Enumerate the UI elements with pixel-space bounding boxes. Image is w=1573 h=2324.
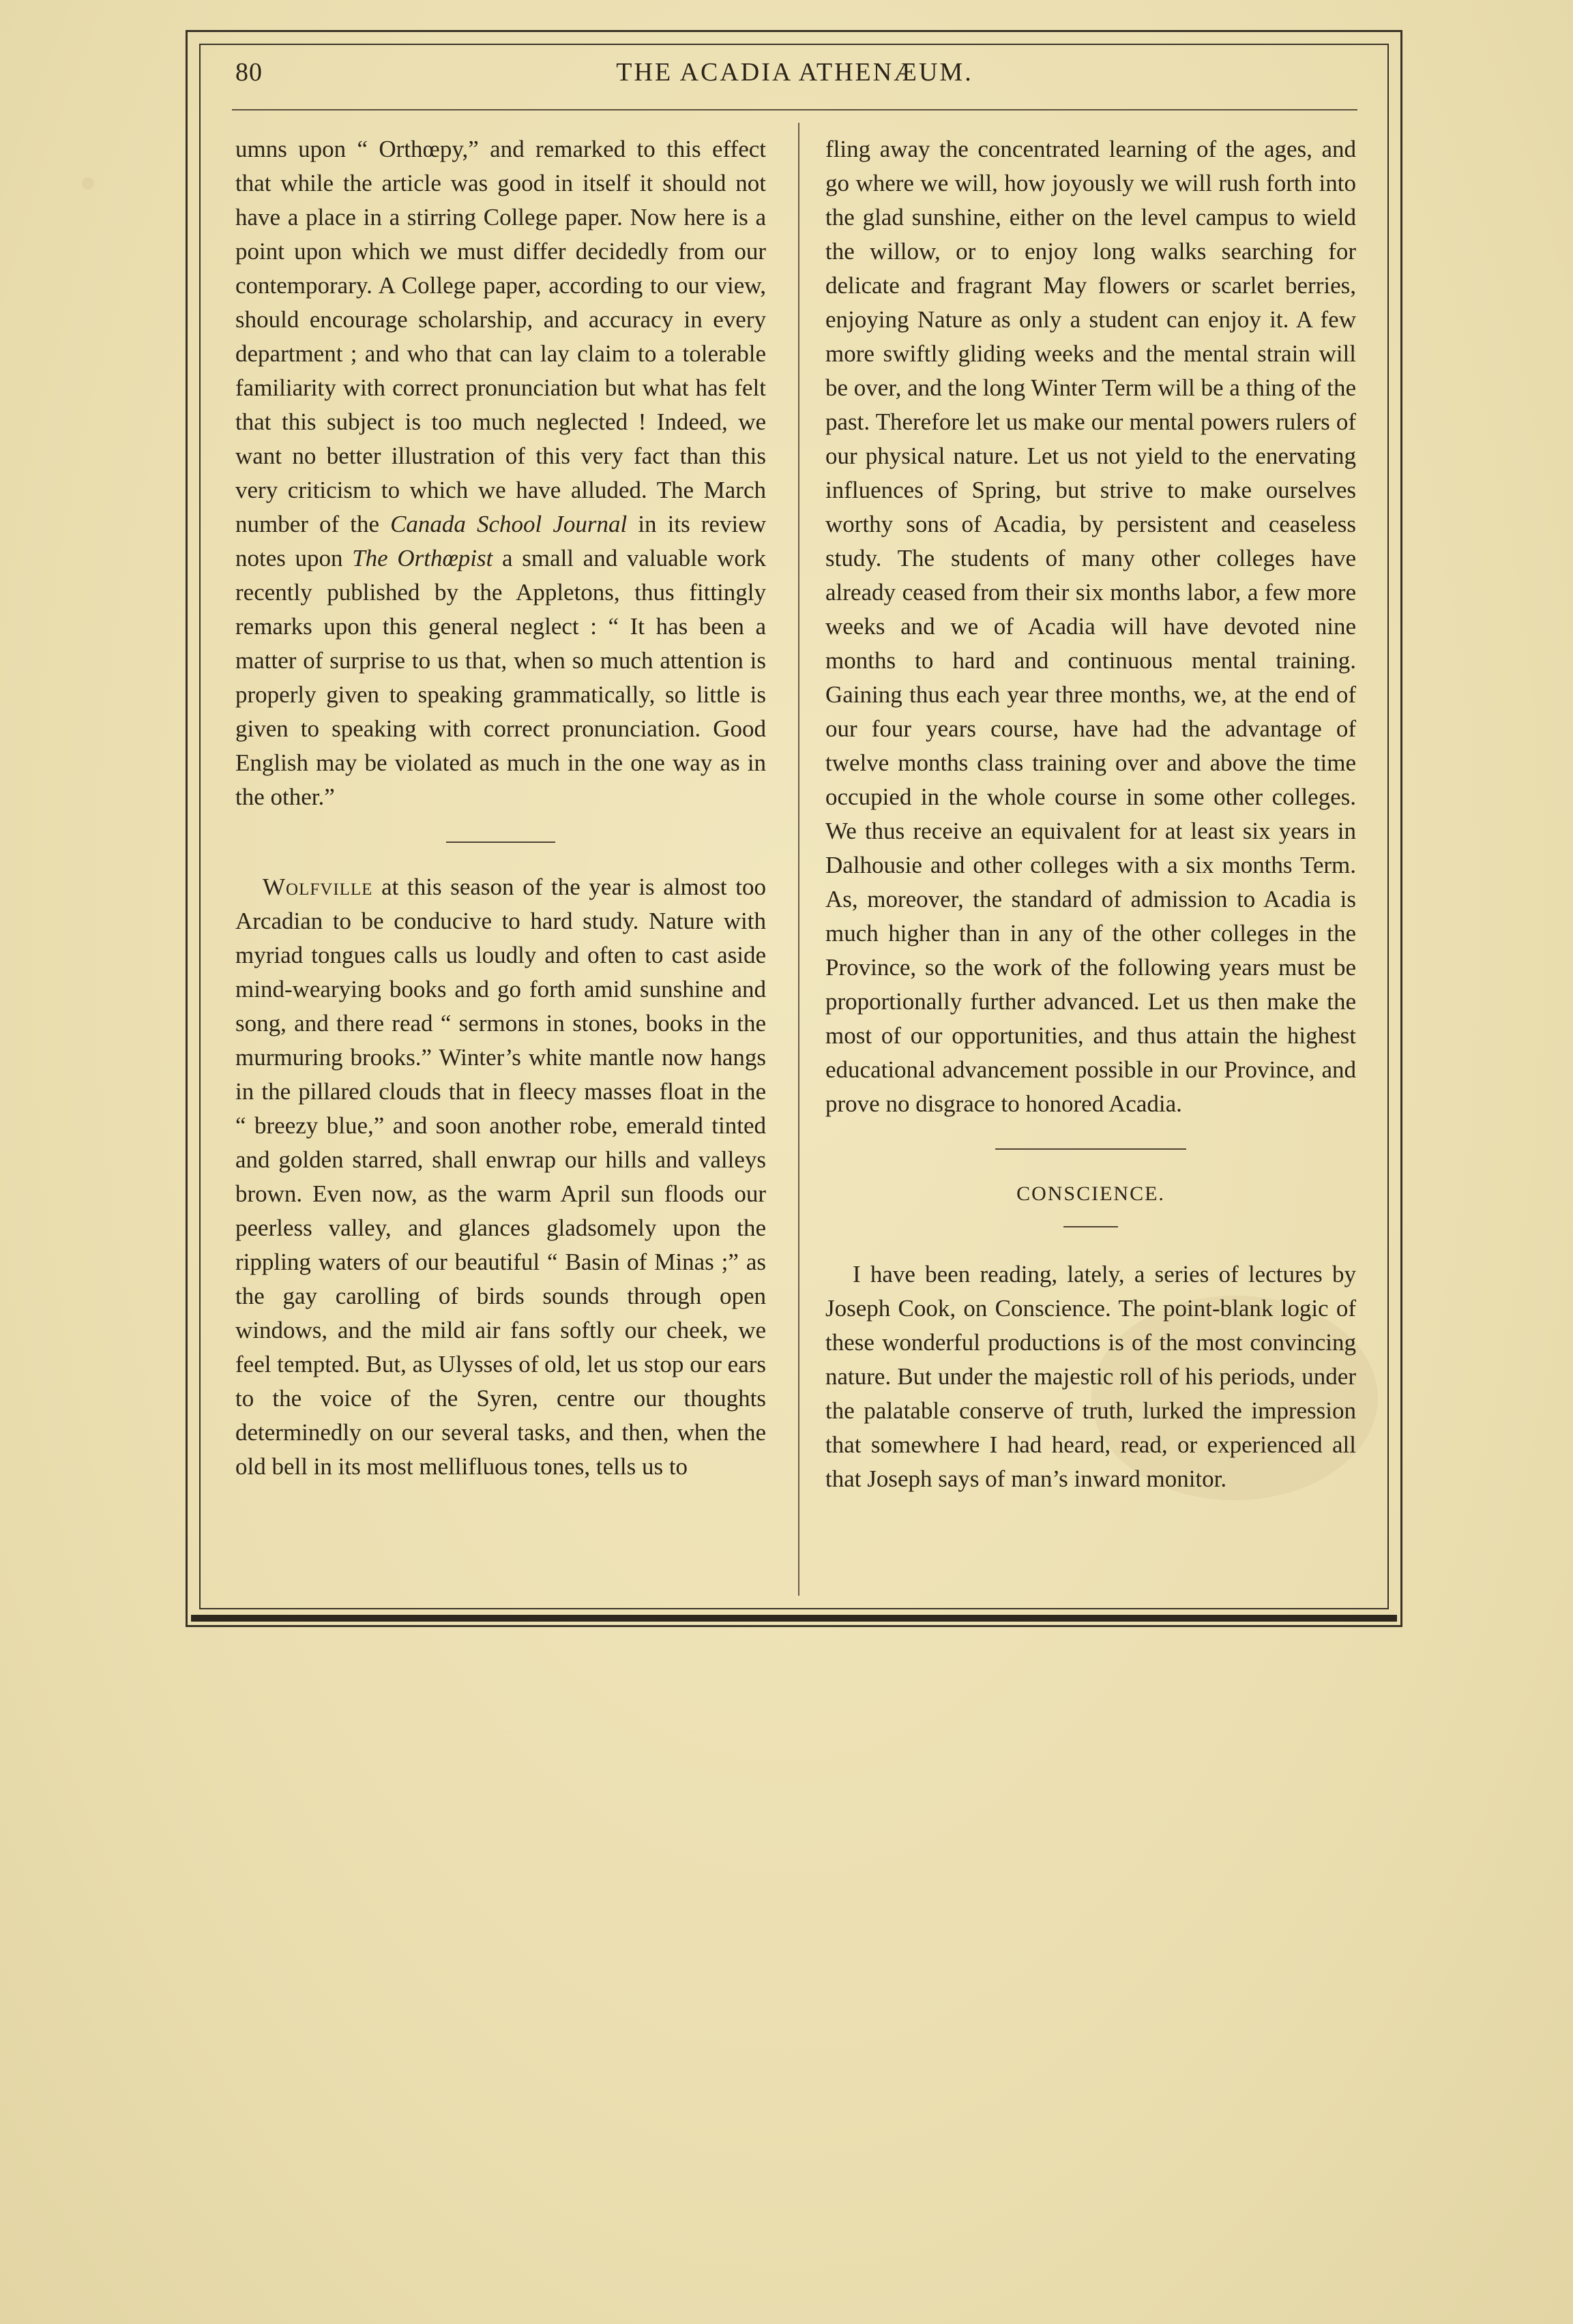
wolfville-word: Wolfville xyxy=(263,874,373,900)
header-rule xyxy=(232,109,1357,110)
right-column xyxy=(825,132,1356,1496)
section-rule xyxy=(995,1148,1186,1150)
column-divider xyxy=(798,123,799,1596)
page-border-bottom xyxy=(191,1615,1397,1622)
canada-school-journal-title: Canada School Journal xyxy=(390,511,628,537)
orthoepy-paragraph xyxy=(235,132,766,814)
wolfville-text: at this season of the year is almost too Arcadian to be conducive to hard study. Nature with myriad tongues calls us loudly and often to cast aside mind-wearying books and go forth amid sunshine and song, and there read “ sermons in stones, books in the murmuring brooks.” Winter’s white mantle now hangs in the pillared clouds that in fleecy masses float in the “ breezy blue,” and soon another robe, emerald tinted and golden starred, shall enwrap our hills and valleys brown. Even now, as the warm April sun floods our peerless valley, and glances gladsomely upon the rippling waters of our beautiful “ Basin of Minas ;” as the gay carolling of birds sounds through open windows, and the mild air fans softly our cheek, we feel tempted. But, as Ulysses of old, let us stop our ears to the voice of the Syren, centre our thoughts determinedly on our several tasks, and then, when the old bell in its most mellifluous tones, tells us to xyxy=(235,874,766,1480)
conscience-paragraph: I have been reading, lately, a series of lectures by Joseph Cook, on Conscience. The point-blank logic of these wonderful productions is of the most convincing nature. But under the majestic roll of his periods, under the palatable conserve of truth, lurked the impression that somewhere I had heard, read, or experienced all that Joseph says of man’s inward monitor. xyxy=(825,1261,1356,1492)
orthoepy-text-3: a small and valuable work recently published by the Appletons, thus fittingly remarks upon this general neglect : “ It has been a matter of surprise to us that, when so much attention is properly given to speaking grammatically, so little is given to speaking with correct pronunciation. Good English may be violated as much in the one way as in the other.” xyxy=(235,545,766,810)
orthoepy-text-2: in its review notes upon xyxy=(235,511,766,571)
left-column xyxy=(235,132,766,1484)
section-rule xyxy=(446,841,555,843)
study-paragraph: fling away the concentrated learning of the ages, and go where we will, how joyously we will rush forth into the glad sunshine, either on the level campus to wield the willow, or to enjoy long walks searching for delicate and fragrant May flowers or scarlet berries, enjoying Nature as only a student can enjoy it. A few more swiftly gliding weeks and the mental strain will be over, and the long Winter Term will be a thing of the past. Therefore let us make our mental powers rulers of our physical nature. Let us not yield to the enervating influences of Spring, but strive to make ourselves worthy sons of Acadia, by persistent and ceaseless study. The students of many other colleges have already ceased from their six months labor, a few more weeks and we of Acadia will have devoted nine months to hard and continuous mental training. Gaining thus each year three months, we, at the end of our four years course, have had the advantage of twelve months class training over and above the time occupied in the whole course in some other colleges. We thus receive an equivalent for at least six years in Dalhousie and other colleges with a six months Term. As, moreover, the standard of admission to Acadia is much higher than in any of the other colleges in the Province, so the work of the following years must be proportionally further advanced. Let us then make the most of our opportunities, and thus attain the highest educational advancement possible in our Province, and prove no disgrace to honored Acadia. xyxy=(825,136,1356,1117)
page-header xyxy=(235,57,1354,98)
heading-rule xyxy=(1063,1226,1118,1227)
conscience-heading: CONSCIENCE. xyxy=(1016,1182,1165,1205)
the-orthoepist-title: The Orthœpist xyxy=(352,545,493,571)
paper-speck xyxy=(82,177,94,190)
page-number: 80 xyxy=(235,58,263,87)
orthoepy-text-1: umns upon “ Orthœpy,” and remarked to this effect that while the article was good in itself it should not have a place in a stirring College paper. Now here is a point upon which we must differ decidedly from our contemporary. A College paper, according to our view, should encourage scholarship, and accuracy in every department ; and who that can lay claim to a tolerable familiarity with correct pronunciation but what has felt that this subject is too much neglected ! Indeed, we want no better illustration of this very fact than this very criticism to which we have alluded. The March number of the xyxy=(235,136,766,537)
journal-title: THE ACADIA ATHENÆUM. xyxy=(616,58,973,87)
wolfville-paragraph xyxy=(235,870,766,1484)
